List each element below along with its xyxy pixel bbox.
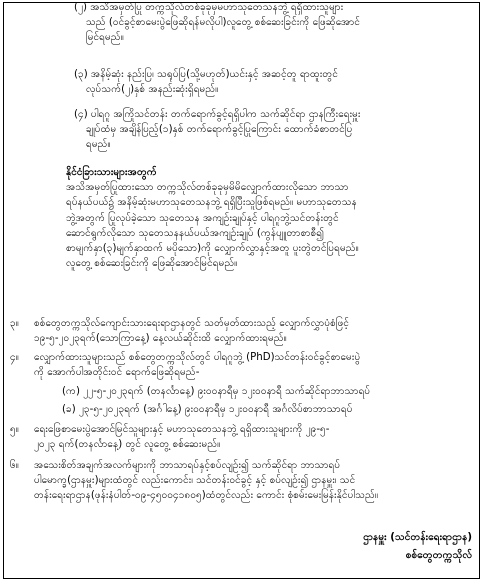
paragraph-6-line-2: ပါမောက္ခ(ဌာနမှူး)များထံတွင် လည်းကောင်း၊ သင်တန်းဝင်ခွင့် နှင့် စပ်လျဉ်း၍ ဌာနမှူး၊ သင် (34, 475, 356, 487)
foreign-line-3: ဘွဲ့အတွက် ပြုလုပ်ခဲ့သော သုတေသန အကျဉ်းချုပ်နှင့် ပါရဂူဘွဲ့သင်တန်းတွင် (66, 212, 339, 224)
paragraph-5-line-2: ၂၀၂၃ ရက်(တနင်္လာနေ့) တွင် လူတွေ့ စစ်ဆေးမည်။ (34, 439, 221, 451)
signature-university: စစ်တွေတက္ကသိုလ် (405, 550, 472, 562)
paragraph-4-line-2: ကို အောက်ပါအတိုင်းဝင် ရောက်ဖြေဆိုရမည်- (34, 367, 200, 379)
item-3-line-1: (၃) အနိမ့်ဆုံး နည်းပြ၊ သရုပ်ပြ(သို့မဟုတ်)ယင်းနှင့် အဆင့်တူ ရာထူးတွင် (74, 69, 338, 80)
foreign-line-5: စာမျက်နှာ(၃)မျက်နှာထက် မပိုသော)ကို လျှောက်လွှာနှင့်အတူ ပူးတွဲတင်ပြရမည်။ (66, 242, 359, 254)
exam-schedule (62, 384, 472, 417)
paragraph-6-line-3: တန်းရေးရာဌာန(ဖုန်းနံပါတ်-၀၉-၄၅၀၀၄၁၈၀၅)ထံတွင်လည်း ကောင်း စုံစမ်းမေးမြန်းနိုင်ပါသည်။ (34, 490, 379, 502)
item-2-line-1: (၂) အသိအမှတ်ပြု တက္ကသိုလ်တစ်ခုခုမှမဟာသုတေသနဘွဲ့ ရရှိထားသူများ (74, 2, 344, 13)
item-4-line-2: ချုပ်ထံမှ အချိန်ပြည့်(၁)နှစ် တက်ရောက်ခွင့်ပြုကြောင်း ထောက်ခံစာတင်ပြ (86, 124, 353, 136)
paragraph-5-line-1: ရေးဖြေစာမေးပွဲအောင်မြင်သူများနှင့် မဟာသုတေသနဘွဲ့ ရရှိထားသူများကို ၂၉-၅- (34, 424, 330, 435)
paragraph-6-line-1: အသေးစိတ်အချက်အလက်များကို ဘာသာရပ်နှင့်စပ်လျဉ်း၍ သက်ဆိုင်ရာ ဘာသာရပ် (34, 460, 341, 471)
exam-schedule-english: (ခ) ၂၃-၅-၂၀၂၃ရက် (အင်္ဂါနေ့) ၉း၀၀နာရီမှ ၁၂း၀၀နာရီ အင်္ဂလိပ်စာဘာသာရပ် (62, 404, 353, 416)
announcement-document (3, 2, 480, 579)
foreign-line-4: ဆောင်ရွက်လိုသော သုတေသနနယ်ပယ်အကျဉ်းချုပ် (ကွန်ပျူတာစာစီ၍ (66, 227, 324, 239)
admission-item-3 (74, 67, 472, 97)
exam-schedule-subject: (က) ၂၂-၅-၂၀၂၃ရက် (တနင်္လာနေ့) ၉း၀၀နာရီမှ ၁၂း၀၀နာရီ သက်ဆိုင်ရာဘာသာရပ် (62, 386, 371, 397)
signature-block (204, 530, 472, 563)
paragraph-4-line-1: လျှောက်ထားသူများသည် စစ်တွေတက္ကသိုလ်တွင် ပါရဂူဘွဲ့ (PhD)သင်တန်းဝင်ခွင့်စာမေးပွဲ (34, 352, 361, 363)
foreign-section-heading: နိုင်ငံခြားသားများအတွက် (66, 167, 157, 178)
item-3-line-2: လုပ်သက်(၂)နှစ် အနည်းဆုံးရှိရမည်။ (86, 84, 219, 96)
item-4-line-1: (၄) ပါရဂူ အကြိုသင်တန်း တက်ရောက်ခွင့်ရရှိပါက သက်ဆိုင်ရာ ဌာနကြီးရေးမှူး (74, 109, 361, 120)
foreign-line-2: ရပ်နယ်ပယ်၌ အနိမ့်ဆုံးမဟာသုတေသနဘွဲ့ ရရှိပြီးသူဖြစ်ရမည်။ မဟာသုတေသန (66, 197, 357, 209)
paragraph-6-number: ၆။ (10, 460, 19, 471)
paragraph-4-number: ၄။ (10, 352, 19, 363)
paragraph-5-number: ၅။ (10, 424, 19, 435)
item-2-line-3: မြင်ရမည်။ (86, 32, 124, 44)
admission-item-2 (74, 2, 472, 46)
foreign-line-6: လူတွေ့ စစ်ဆေးခြင်းကို ဖြေဆိုအောင်မြင်ရမည်။ (66, 258, 238, 270)
paragraph-3-line-2: ၁၉-၅-၂၀၂၃ရက်(သောကြာနေ့) နေ့လယ်ဆိုင်းထိ လျှောက်ထားရမည်။ (34, 333, 287, 345)
item-2-line-2: သည် (ဝင်ခွင့်စာမေးပွဲဖြေဆိုရန်မလိုပါ)လူတွေ့ စစ်ဆေးခြင်းကို ဖြေဆိုအောင် (86, 17, 361, 29)
admission-item-4 (74, 107, 472, 153)
foreign-line-1: အသိအမှတ်ပြုထားသော တက္ကသိုလ်တစ်ခုခုမှမိမိလျှောက်ထားလိုသော ဘာသာ (66, 182, 349, 194)
signature-department: ဌာနမှူး (သင်တန်းရေးရာဌာန) (363, 532, 472, 543)
paragraph-3-line-1: စစ်တွေတက္ကသိုလ်ကျောင်းသားရေးရာဌာနတွင် သတ်မှတ်ထားသည့် လျှောက်လွှာပုံစံဖြင့် (34, 318, 350, 329)
paragraph-3-number: ၃။ (10, 318, 19, 329)
foreign-applicants-section (66, 165, 472, 271)
item-4-line-3: ရမည်။ (86, 139, 111, 151)
